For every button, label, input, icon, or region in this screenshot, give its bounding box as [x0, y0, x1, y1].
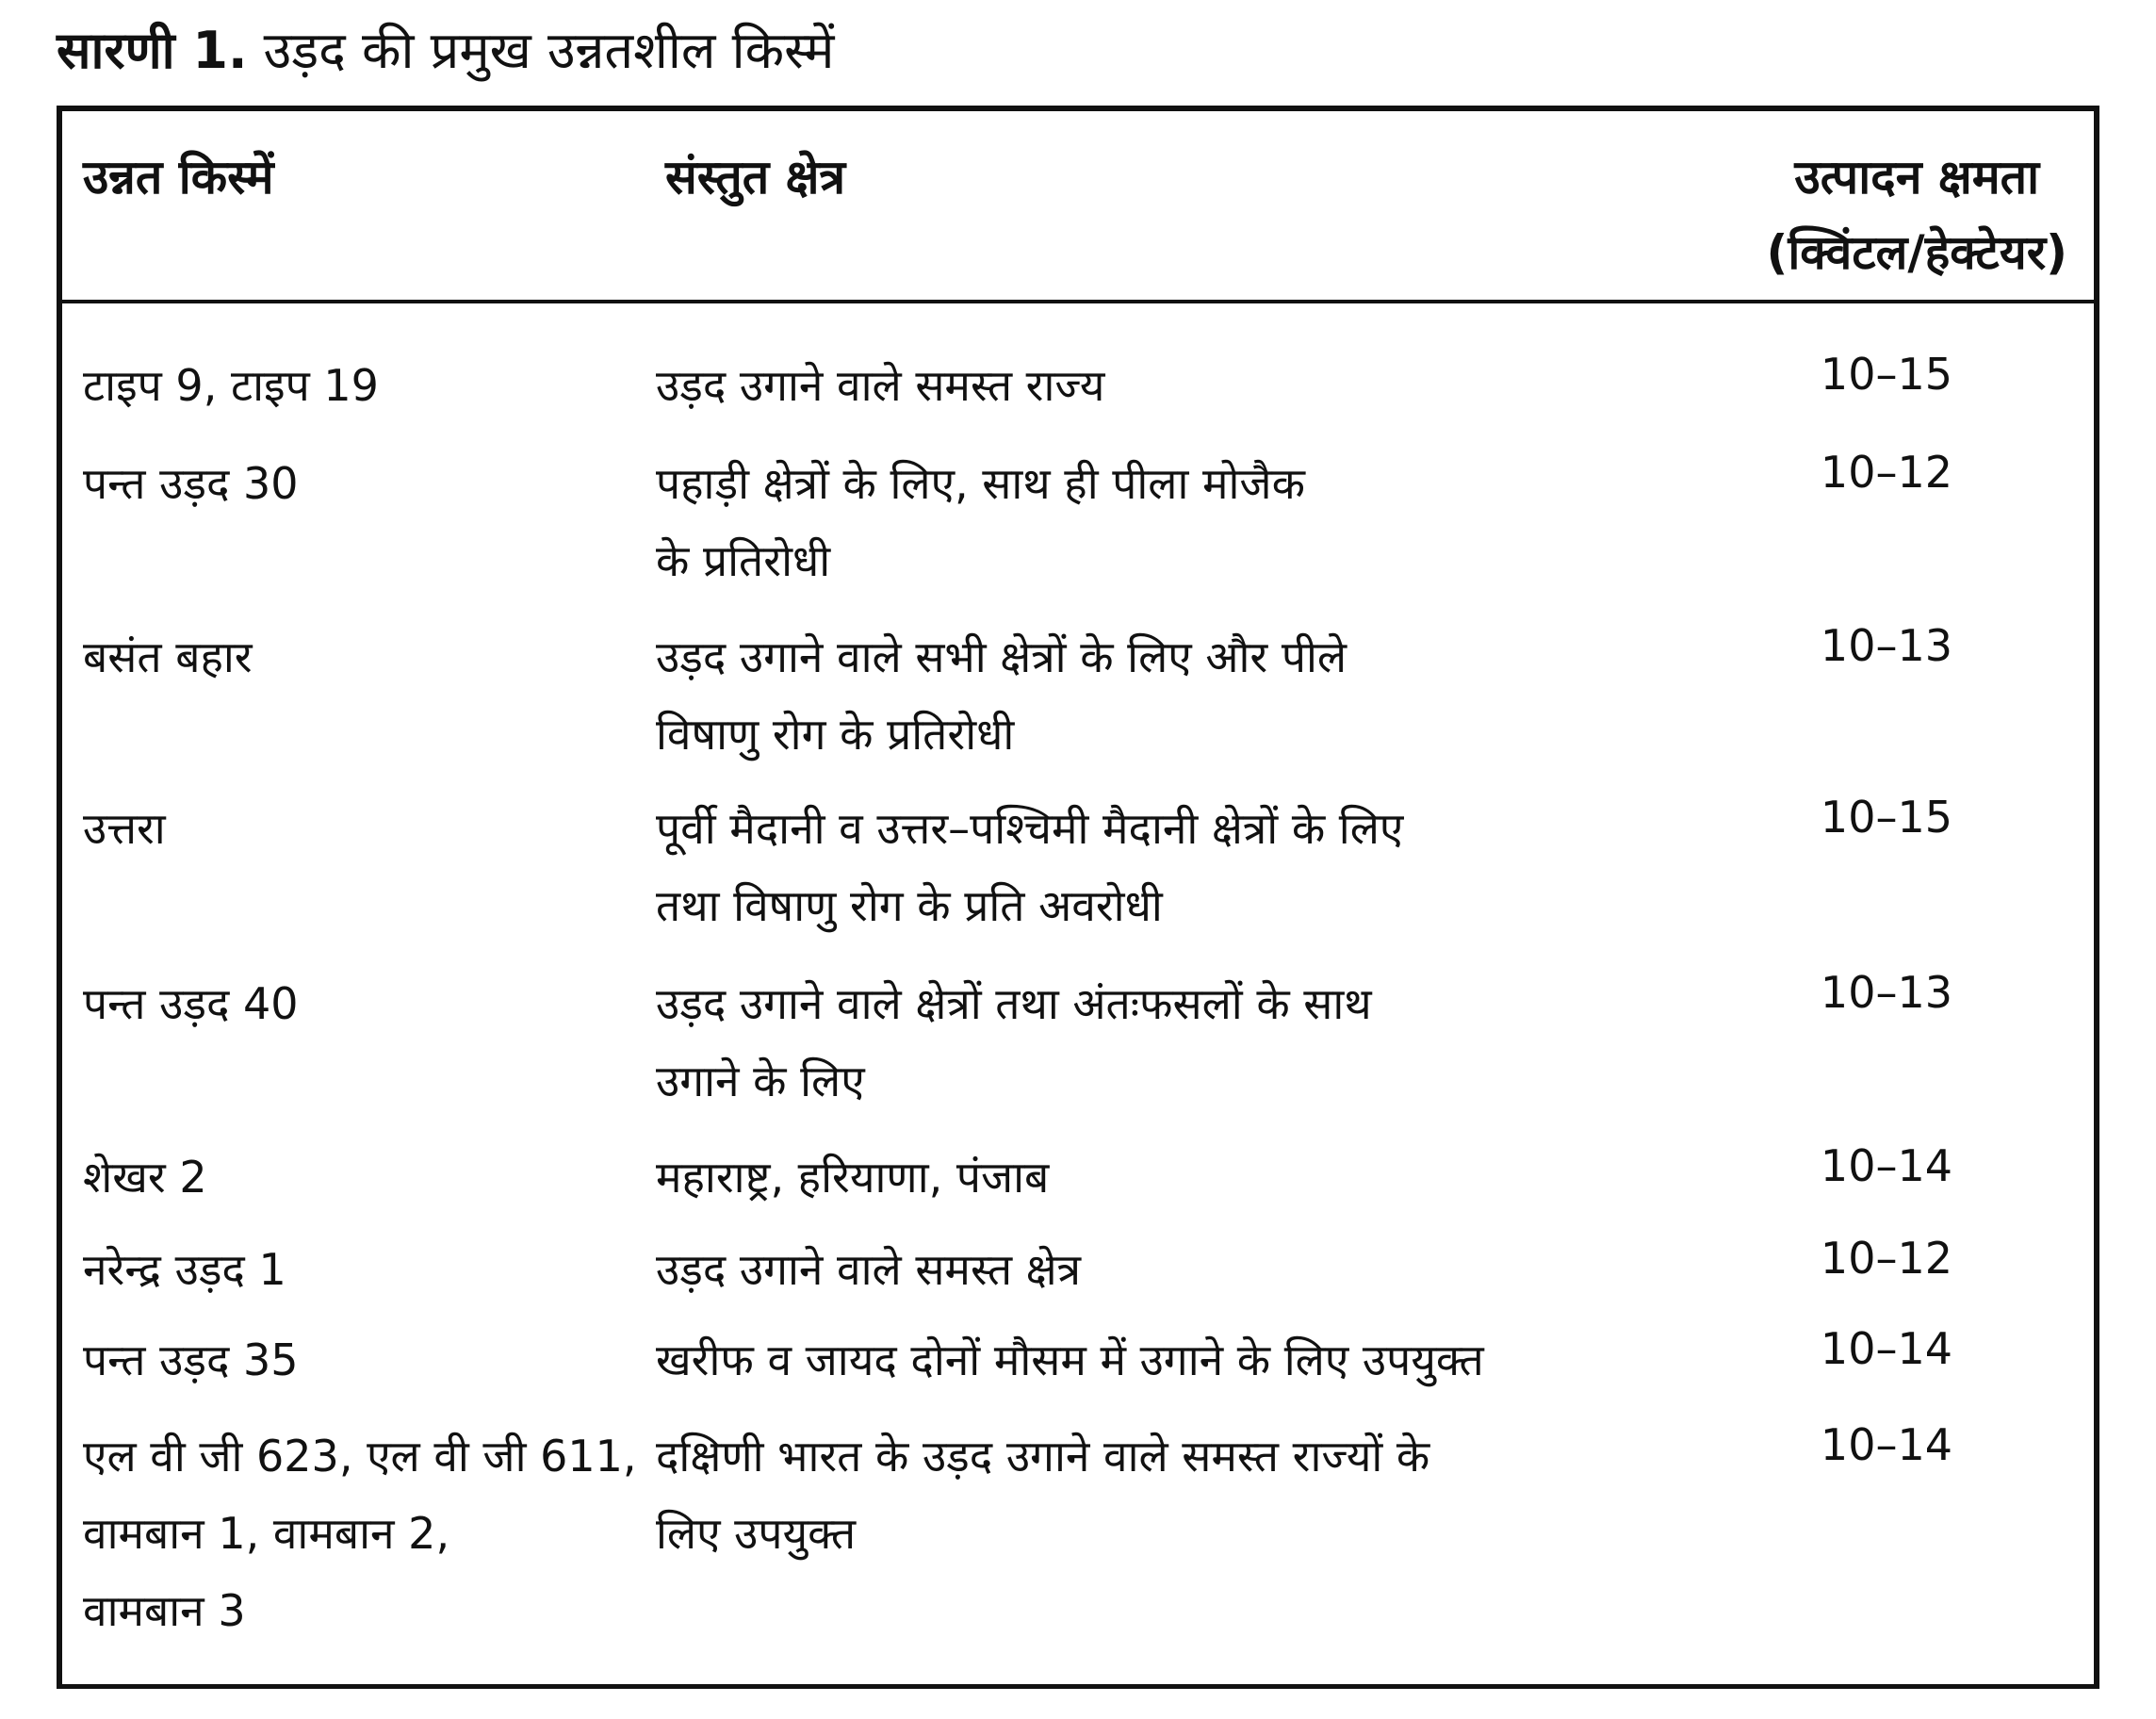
- header-yield-line2: (क्विंटल/हेक्टेयर): [1766, 225, 2067, 280]
- variety-cell: पन्त उड़द 30: [83, 458, 299, 509]
- yield-cell: 10–13: [1820, 620, 1952, 671]
- variety-cell: पन्त उड़द 40: [83, 978, 299, 1029]
- header-divider: [62, 300, 2094, 303]
- region-cell: पूर्वी मैदानी व उत्तर–पश्चिमी मैदानी क्षेत्रों के लिए तथा विषाणु रोग के प्रति अवरोधी: [656, 803, 1404, 931]
- table-title: उड़द की प्रमुख उन्नतशील किस्में: [263, 21, 835, 80]
- region-cell: खरीफ व जायद दोनों मौसम में उगाने के लिए उपयुक्त: [656, 1334, 1484, 1385]
- header-yield-line1: उत्पादन क्षमता: [1794, 150, 2040, 205]
- variety-cell: एल वी जी 623, एल वी जी 611, वामबान 1, वामबान 2, वामबान 3: [83, 1431, 637, 1636]
- region-cell: उड़द उगाने वाले समस्त राज्य: [656, 360, 1105, 411]
- yield-cell: 10–14: [1820, 1323, 1952, 1374]
- yield-cell: 10–14: [1820, 1140, 1952, 1191]
- yield-cell: 10–15: [1820, 349, 1952, 400]
- region-cell: पहाड़ी क्षेत्रों के लिए, साथ ही पीला मोजैक के प्रतिरोधी: [656, 458, 1305, 586]
- variety-cell: नरेन्द्र उड़द 1: [83, 1244, 286, 1295]
- yield-cell: 10–14: [1820, 1419, 1952, 1470]
- yield-cell: 10–12: [1820, 447, 1952, 498]
- header-variety: उन्नत किस्में: [83, 150, 274, 205]
- region-cell: महाराष्ट्र, हरियाणा, पंजाब: [656, 1152, 1050, 1203]
- variety-cell: बसंत बहार: [83, 631, 253, 682]
- variety-cell: शेखर 2: [83, 1152, 207, 1203]
- region-cell: दक्षिणी भारत के उड़द उगाने वाले समस्त राज्यों के लिए उपयुक्त: [656, 1431, 1430, 1559]
- yield-cell: 10–13: [1820, 967, 1952, 1018]
- table-number: सारणी 1.: [57, 21, 248, 80]
- variety-cell: टाइप 9, टाइप 19: [83, 360, 379, 411]
- header-yield: [1766, 139, 2067, 290]
- yield-cell: 10–12: [1820, 1233, 1952, 1284]
- table-caption: [57, 13, 834, 89]
- varieties-table: [57, 106, 2099, 1689]
- region-cell: उड़द उगाने वाले क्षेत्रों तथा अंतःफसलों के साथ उगाने के लिए: [656, 978, 1372, 1106]
- variety-cell: उत्तरा: [83, 803, 166, 854]
- region-cell: उड़द उगाने वाले समस्त क्षेत्र: [656, 1244, 1082, 1295]
- yield-cell: 10–15: [1820, 792, 1952, 843]
- region-cell: उड़द उगाने वाले सभी क्षेत्रों के लिए और पीले विषाणु रोग के प्रतिरोधी: [656, 631, 1348, 760]
- variety-cell: पन्त उड़द 35: [83, 1334, 299, 1385]
- header-region: संस्तुत क्षेत्र: [665, 150, 846, 205]
